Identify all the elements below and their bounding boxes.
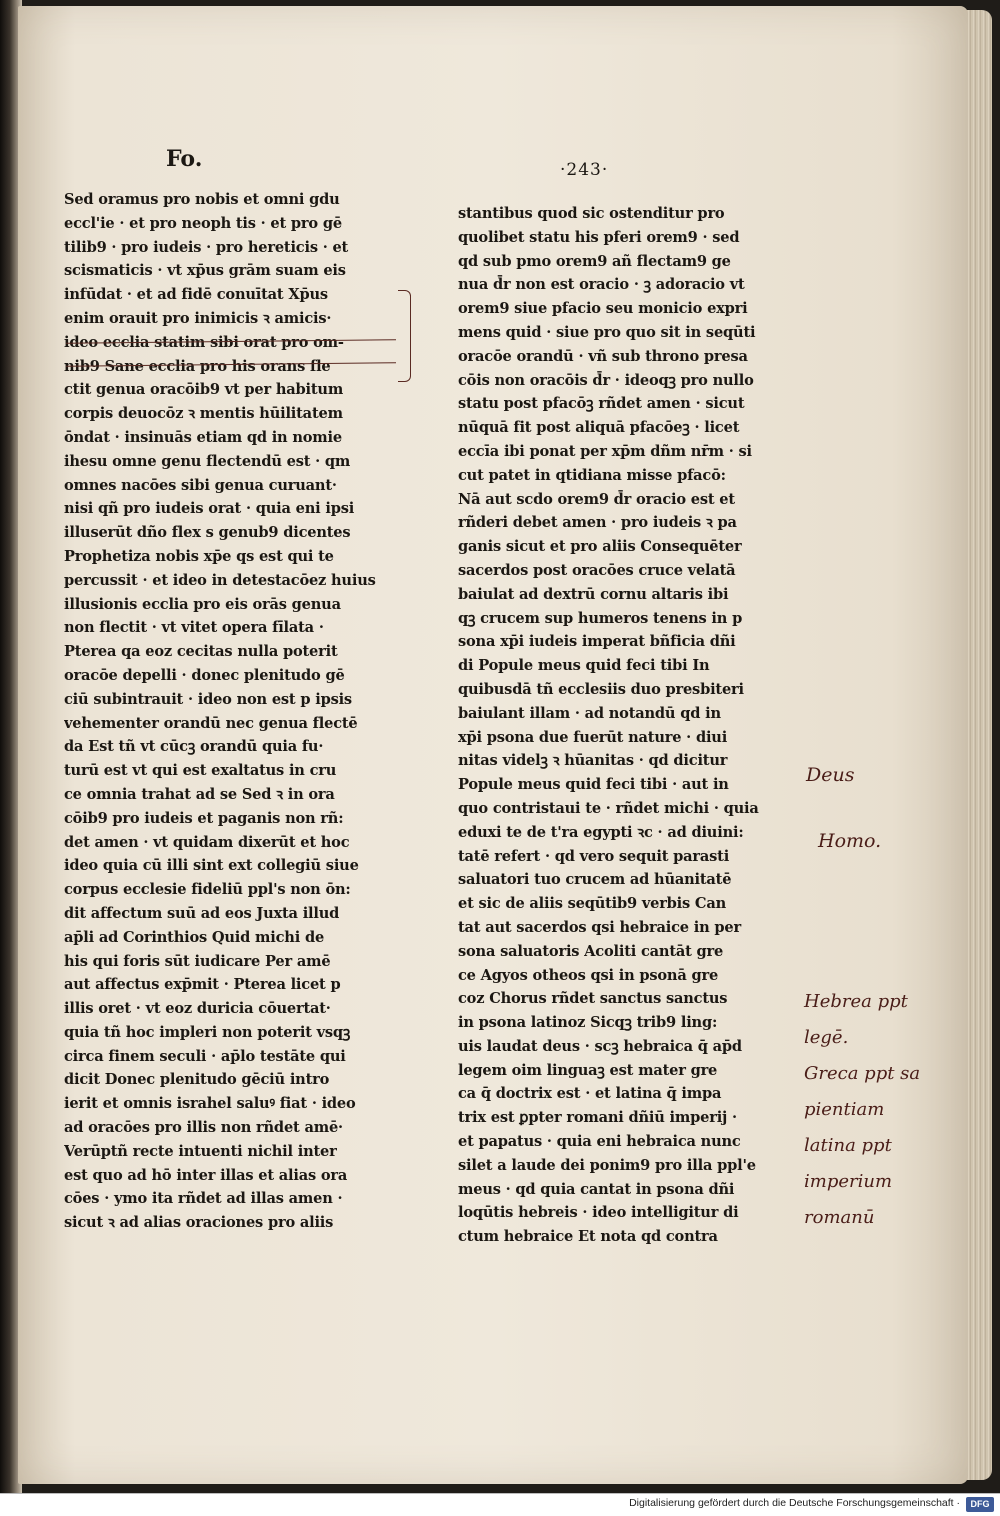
- ink-margin-bracket: [398, 290, 411, 382]
- text-line: illuserūt dño flex s genub9 dicentes: [64, 524, 351, 542]
- text-line: nūquā fit post aliquā pfacōeꝫ · licet: [458, 419, 740, 437]
- text-line: cut patet in qtidiana misse pfacō:: [458, 466, 726, 484]
- marginal-note-line: latina ppt: [804, 1135, 892, 1156]
- text-line: di Popule meus quid feci tibi In: [458, 657, 710, 675]
- text-line: ad oracōes pro illis non rñdet amē·: [64, 1119, 343, 1137]
- text-line: vehementer orandū nec genua flectē: [64, 714, 358, 732]
- text-line: coz Chorus rñdet sanctus sanctus: [458, 990, 728, 1008]
- text-line: et papatus · quia eni hebraica nunc: [458, 1133, 741, 1151]
- text-line: dicit Donec plenitudo gēciū intro: [64, 1071, 330, 1089]
- marginal-note-line: pientiam: [804, 1099, 885, 1120]
- text-line: quo contristaui te · rñdet michi · quia: [458, 799, 759, 817]
- text-line: trix est ꝑpter romani dñiū imperij ·: [458, 1109, 737, 1127]
- text-line: turū est vt qui est exaltatus in cru: [64, 762, 337, 780]
- text-line: loqūtis hebreis · ideo intelligitur di: [458, 1204, 739, 1222]
- text-line: ce omnia trahat ad se Sed ꝛ in ora: [64, 785, 335, 803]
- text-line: ctit genua oracōib9 vt per habitum: [64, 381, 344, 399]
- text-line: ihesu omne genu flectendū est · qm: [64, 452, 351, 470]
- text-line: sicut ꝛ ad alias oraciones pro aliis: [64, 1214, 334, 1232]
- text-line: nib9 Sane ecclia pro his orans fle: [64, 357, 331, 375]
- header-mark: Fo.: [166, 146, 203, 172]
- text-line: infūdat · et ad fidē conuītat Xp̄us: [64, 286, 328, 304]
- text-line: eccl'ie · et pro neoph tis · et pro gē: [64, 214, 342, 232]
- text-line: omnes nacōes sibi genua curuant·: [64, 476, 337, 494]
- text-line: rñderi debet amen · pro iudeis ꝛ pa: [458, 514, 737, 532]
- text-line: baiulant illam · ad notandū qd in: [458, 704, 721, 722]
- text-line: cōib9 pro iudeis et paganis non rñ:: [64, 809, 344, 827]
- footer-credit: Digitalisierung gefördert durch die Deutsche Forschungsgemeinschaft ·: [629, 1497, 960, 1509]
- text-line: tat aut sacerdos qsi hebraice in per: [458, 918, 741, 936]
- text-line: sacerdos post oracōes cruce velatā: [458, 561, 736, 579]
- text-line: ce Agyos otheos qsi in psonā gre: [458, 966, 719, 984]
- text-line: Sed oramus pro nobis et omni gdu: [64, 191, 340, 208]
- text-line: oracōe depelli · donec plenitudo gē: [64, 666, 345, 684]
- text-line: ganis sicut et pro aliis Consequēter: [458, 538, 742, 556]
- text-line: eccīa ibi ponat per xp̄m dñm nr̄m · si: [458, 442, 752, 460]
- text-line: ideo ecclia statim sibi orat pro om-: [64, 333, 344, 351]
- text-line: xp̄i psona due fuerūt nature · diui: [458, 728, 728, 746]
- text-line: scismaticis · vt xp̄us grām suam eis: [64, 262, 346, 280]
- marginal-note-homo: Homo.: [818, 830, 882, 852]
- text-line: illis oret · vt eoz duricia cōuertat·: [64, 1000, 331, 1018]
- marginal-note-deus: Deus: [806, 764, 855, 786]
- text-line: stantibus quod sic ostenditur pro: [458, 205, 725, 222]
- text-line: cōes · ymo ita rñdet ad illas amen ·: [64, 1190, 343, 1208]
- text-line: Nā aut scdo orem9 d̄r oracio est et: [458, 490, 735, 508]
- text-line: ideo quia cū illi sint ext collegiū siue: [64, 857, 359, 875]
- text-line: qd sub pmo orem9 añ flectam9 ge: [458, 252, 731, 270]
- text-line: quolibet statu his pferi orem9 · sed: [458, 228, 740, 246]
- text-line: qꝫ crucem sup humeros tenens in p: [458, 609, 743, 627]
- text-line: uis laudat deus · scꝫ hebraica q̄ ap̄d: [458, 1037, 742, 1055]
- text-line: Popule meus quid feci tibi · aut in: [458, 776, 729, 794]
- right-text-column: [458, 202, 794, 1249]
- text-line: statu post pfacōꝫ rñdet amen · sicut: [458, 395, 745, 413]
- text-line: ap̄li ad Corinthios Quid michi de: [64, 928, 325, 946]
- text-line: baiulat ad dextrū cornu altaris ibi: [458, 585, 729, 603]
- text-line: aut affectus exp̄mit · Pterea licet p: [64, 976, 341, 994]
- text-line: dit affectum suū ad eos Juxta illud: [64, 904, 340, 922]
- text-line: ciū subintrauit · ideo non est p ipsis: [64, 690, 352, 708]
- left-text-column: [64, 188, 404, 1235]
- folio-number: ·243·: [560, 160, 609, 180]
- text-line: nua d̄r non est oracio · ꝫ adoracio vt: [458, 276, 745, 294]
- marginal-note-line: imperium: [804, 1171, 893, 1192]
- text-line: Prophetiza nobis xp̄e qs est qui te: [64, 547, 334, 565]
- text-line: sona xp̄i iudeis imperat bñficia dñi: [458, 633, 736, 651]
- text-line: det amen · vt quidam dixerūt et hoc: [64, 833, 350, 851]
- text-line: nisi qñ pro iudeis orat · quia eni ipsi: [64, 500, 355, 518]
- text-line: tilib9 · pro iudeis · pro hereticis · et: [64, 238, 349, 256]
- text-line: mens quid · siue pro quo sit in seqūti: [458, 323, 756, 341]
- text-line: oracōe orandū · vñ sub throno presa: [458, 347, 748, 365]
- text-line: corpus ecclesie fideliū ppl's non ōn:: [64, 881, 351, 899]
- text-line: ca q̄ doctrix est · et latina q̄ impa: [458, 1085, 722, 1103]
- text-line: orem9 siue pfacio seu monicio expri: [458, 300, 748, 318]
- text-line: ōndat · insinuās etiam qd in nomie: [64, 428, 342, 446]
- text-line: corpis deuocōz ꝛ mentis hūilitatem: [64, 405, 343, 423]
- text-line: da Est tñ vt cūcꝫ orandū quia fu·: [64, 738, 324, 756]
- text-line: quia tñ hoc impleri non poterit vsqꝫ: [64, 1023, 351, 1041]
- dfg-logo[interactable]: DFG: [966, 1497, 994, 1512]
- text-line: his qui foris sūt iudicare Per amē: [64, 952, 331, 970]
- text-line: saluatori tuo crucem ad hūanitatē: [458, 871, 732, 889]
- marginal-note-block: [804, 984, 920, 1236]
- marginal-note-line: Hebrea ppt: [804, 991, 908, 1012]
- marginal-note-line: romanū: [804, 1207, 875, 1228]
- text-line: ierit et omnis israhel saluꝰ fiat · ideo: [64, 1095, 356, 1113]
- text-line: quibusdā tñ ecclesiis duo presbiteri: [458, 680, 744, 698]
- text-line: percussit · et ideo in detestacōez huius: [64, 571, 376, 589]
- text-line: tatē refert · qd vero sequit parasti: [458, 847, 730, 865]
- footer-bar: [0, 1493, 1000, 1516]
- text-line: eduxi te de t'ra egypti ꝛc · ad diuini:: [458, 823, 744, 841]
- text-line: non flectit · vt vitet opera fīlata ·: [64, 619, 324, 637]
- marginal-note-line: legē.: [804, 1027, 849, 1048]
- text-line: circa finem seculi · ap̄lo testāte qui: [64, 1047, 346, 1065]
- text-line: legem oim linguaꝫ est mater gre: [458, 1061, 718, 1079]
- text-line: Verūptñ recte intuenti nichil inter: [64, 1142, 337, 1160]
- text-line: in psona latinoz Sicqꝫ trib9 ling:: [458, 1014, 718, 1032]
- text-line: Pterea qa eoz cecitas nulla poterit: [64, 643, 338, 661]
- text-line: cōis non oracōis d̄r · ideoqꝫ pro nullo: [458, 371, 754, 389]
- text-line: sona saluatoris Acoliti cantāt gre: [458, 942, 724, 960]
- marginal-note-line: Greca ppt sa: [804, 1063, 921, 1084]
- text-line: nitas videlꝫ ꝛ hūanitas · qd dicitur: [458, 752, 728, 770]
- text-line: ctum hebraice Et nota qd contra: [458, 1228, 718, 1246]
- text-line: illusionis ecclia pro eis orās genua: [64, 595, 341, 613]
- text-line: meus · qd quia cantat in psona dñi: [458, 1180, 735, 1198]
- text-line: et sic de aliis seqūtib9 verbis Can: [458, 895, 727, 913]
- text-line: silet a laude dei ponim9 pro illa ppl'e: [458, 1156, 756, 1174]
- text-line: enim orauit pro inimicis ꝛ amicis·: [64, 309, 332, 327]
- text-line: est quo ad hō inter illas et alias ora: [64, 1166, 348, 1184]
